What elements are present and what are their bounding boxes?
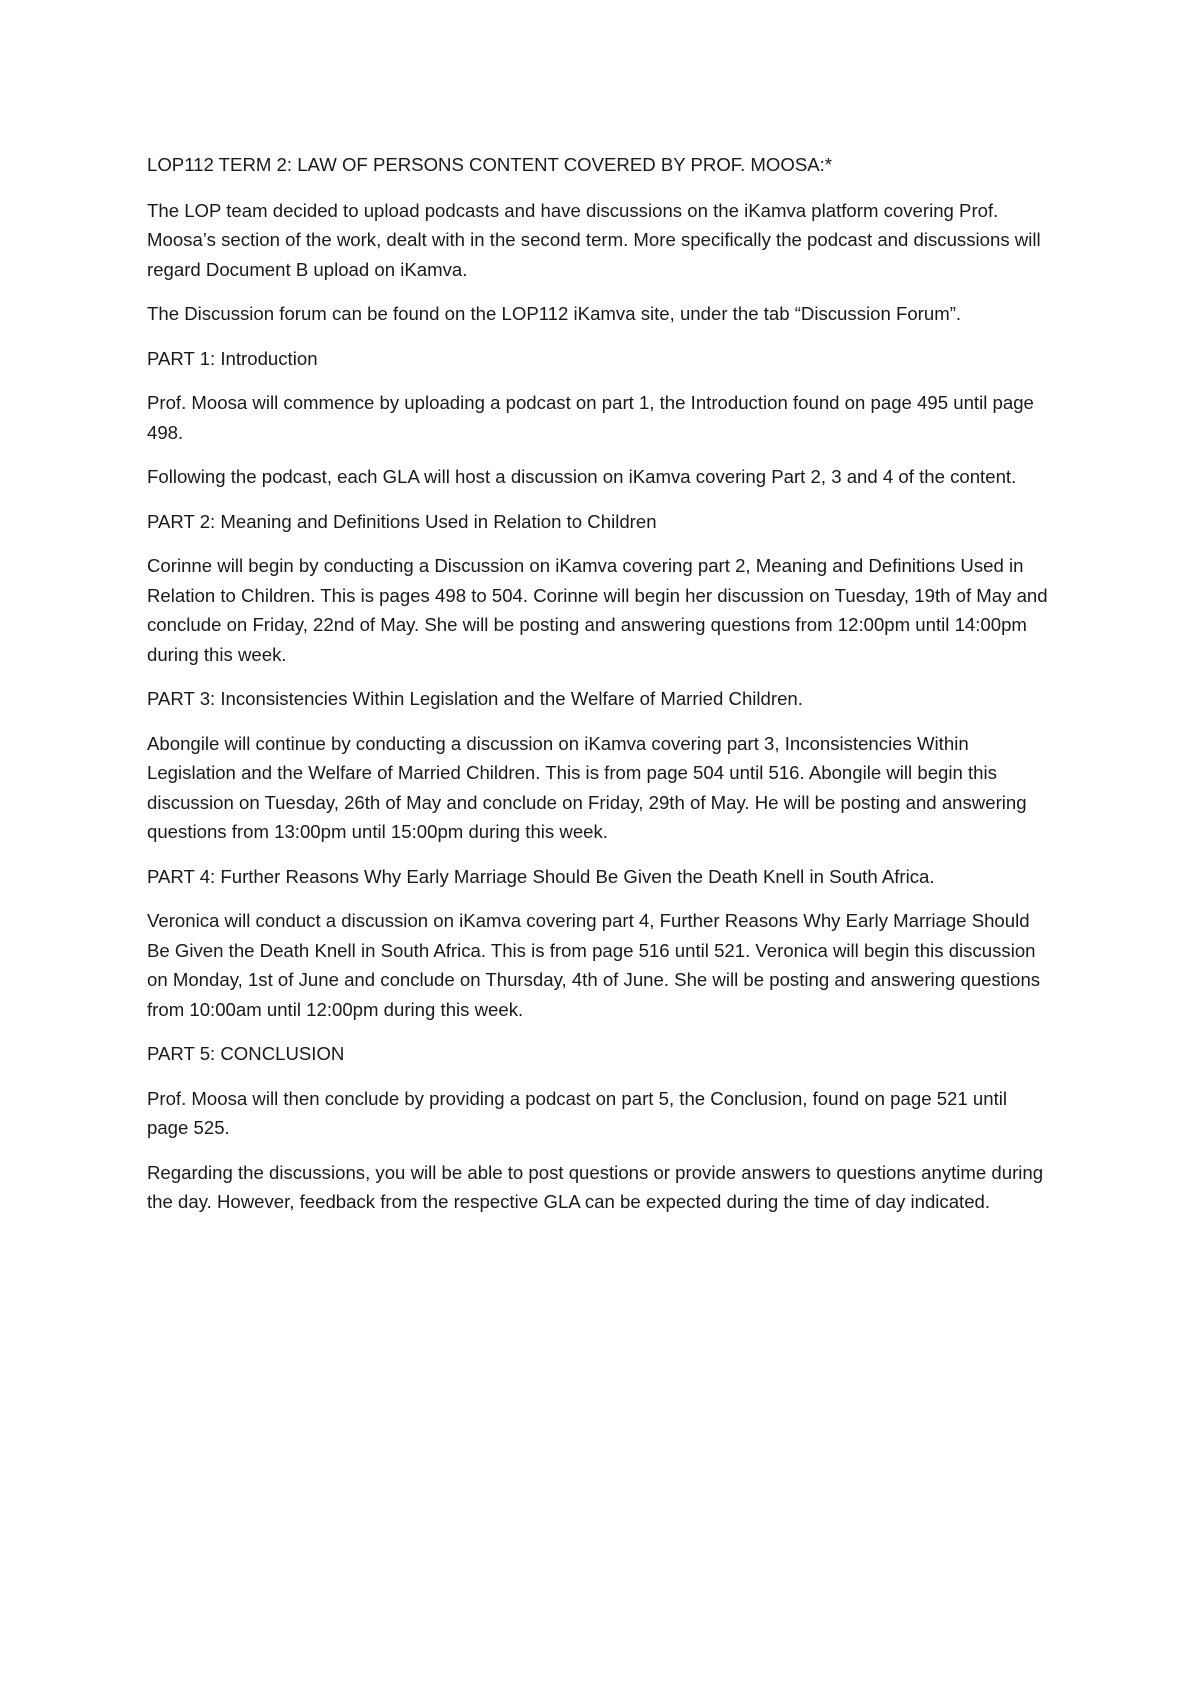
paragraph-intro: The LOP team decided to upload podcasts and have discussions on the iKamva platform covering Prof. Moosa’s section of the work, dealt with in the second term. More specifically the podcast and discussions will regard Document B upload on iKamva. bbox=[147, 199, 1041, 280]
heading-part-3: PART 3: Inconsistencies Within Legislation and the Welfare of Married Children. bbox=[147, 688, 803, 709]
paragraph-part-5-podcast: Prof. Moosa will then conclude by providing a podcast on part 5, the Conclusion, found on page 521 until page 525. bbox=[147, 1087, 1007, 1138]
heading-part-5: PART 5: CONCLUSION bbox=[147, 1043, 345, 1064]
paragraph-part-1-podcast: Prof. Moosa will commence by uploading a podcast on part 1, the Introduction found on page 495 until page 498. bbox=[147, 392, 1034, 443]
paragraph-part-4-details: Veronica will conduct a discussion on iKamva covering part 4, Further Reasons Why Early Marriage Should Be Given the Death Knell in South Africa. This is from page 516 until 521. Veronica will begin this discussion on Monday, 1st of June and conclude on Thursday, 4th of June. She will be posting and answering questions from 10:00am until 12:00pm during this week. bbox=[147, 910, 1041, 1020]
document-title: LOP112 TERM 2: LAW OF PERSONS CONTENT COVERED BY PROF. MOOSA:* bbox=[147, 154, 833, 175]
paragraph-part-2-details: Corinne will begin by conducting a Discussion on iKamva covering part 2, Meaning and Definitions Used in Relation to Children. This is pages 498 to 504. Corinne will begin her discussion on Tuesday, 19th of May and conclude on Friday, 22nd of May. She will be posting and answering questions from 12:00pm until 14:00pm during this week. bbox=[147, 555, 1048, 665]
paragraph-gla-discussions: Following the podcast, each GLA will host a discussion on iKamva covering Part 2, 3 and 4 of the content. bbox=[147, 466, 1017, 487]
heading-part-2: PART 2: Meaning and Definitions Used in Relation to Children bbox=[147, 510, 657, 532]
heading-part-4: PART 4: Further Reasons Why Early Marriage Should Be Given the Death Knell in South Africa. bbox=[147, 865, 935, 887]
paragraph-discussion-feedback: Regarding the discussions, you will be able to post questions or provide answers to questions anytime during the day. However, feedback from the respective GLA can be expected during the time of day indicated. bbox=[147, 1161, 1044, 1212]
paragraph-part-3-details: Abongile will continue by conducting a discussion on iKamva covering part 3, Inconsistencies Within Legislation and the Welfare of Married Children. This is from page 504 until 516. Abongile will begin this discussion on Tuesday, 26th of May and conclude on Friday, 29th of May. He will be posting and answering questions from 13:00pm until 15:00pm during this week. bbox=[147, 732, 1027, 842]
heading-part-1: PART 1: Introduction bbox=[147, 347, 318, 369]
paragraph-forum-location: The Discussion forum can be found on the LOP112 iKamva site, under the tab “Discussion Forum”. bbox=[147, 303, 962, 324]
